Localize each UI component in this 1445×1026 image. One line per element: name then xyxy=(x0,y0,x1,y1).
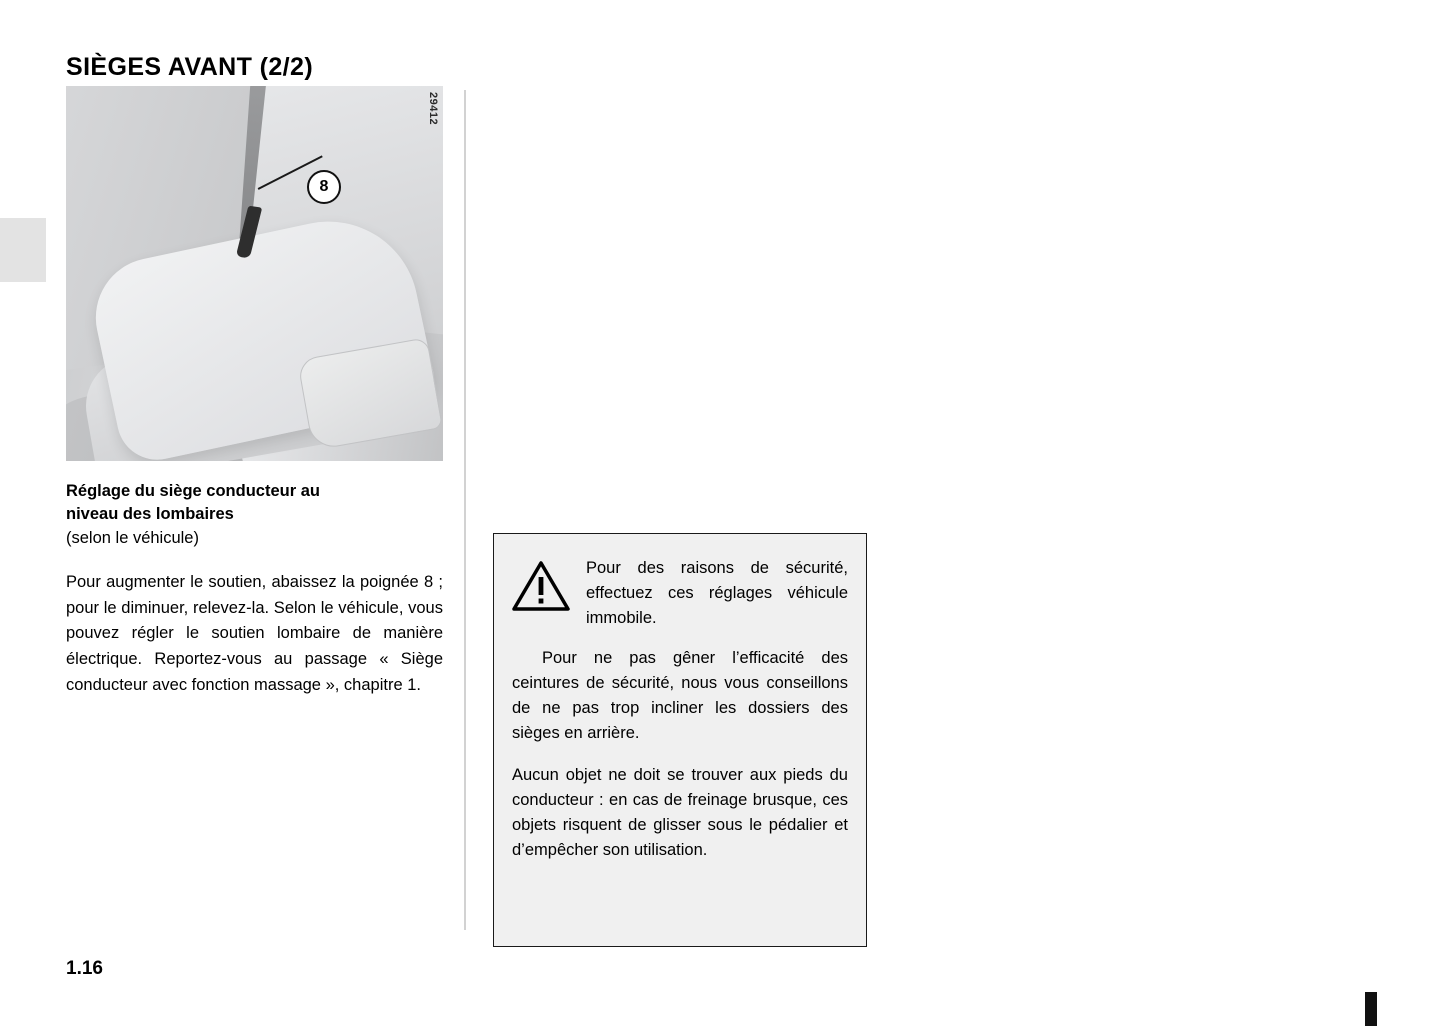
section-heading-line1: Réglage du siège conducteur au xyxy=(66,482,320,500)
section-heading-line2: niveau des lombaires xyxy=(66,505,234,524)
page-number: 1.16 xyxy=(66,958,103,979)
section-heading xyxy=(66,480,443,527)
left-column xyxy=(66,86,443,715)
callout-number-8: 8 xyxy=(307,170,341,204)
warning-paragraph-3: Aucun objet ne doit se trouver aux pieds du conducteur : en cas de freinage brusque, ces objets risquent de glisser sous le pédalier et d’empêcher son utilisation. xyxy=(512,766,848,860)
seat-illustration xyxy=(66,86,443,461)
corner-mark xyxy=(1365,992,1377,1026)
warning-paragraph-1: Pour des raisons de sécurité, effectuez ces réglages véhicule immobile. xyxy=(586,559,848,628)
section-paragraph: Pour augmenter le soutien, abaissez la poignée 8 ; pour le diminuer, relevez-la. Selon le véhicule, vous pouvez régler le soutien lombaire de manière électrique. Reportez-vous au passage « Siège conducteur avec fonction massage », chapitre 1. xyxy=(66,573,443,694)
section-subnote: (selon le véhicule) xyxy=(66,528,199,547)
column-divider xyxy=(464,90,466,930)
warning-paragraph-2: Pour ne pas gêner l’efficacité des ceintures de sécurité, nous vous conseillons de ne pas trop incliner les dossiers des sièges en arrière. xyxy=(512,649,848,743)
warning-triangle-icon xyxy=(512,556,572,617)
page-title: SIÈGES AVANT (2/2) xyxy=(66,52,314,81)
figure-reference: 29412 xyxy=(427,92,439,126)
chapter-edge-tab xyxy=(0,218,46,282)
warning-first-block xyxy=(512,556,848,631)
warning-box xyxy=(493,533,867,947)
